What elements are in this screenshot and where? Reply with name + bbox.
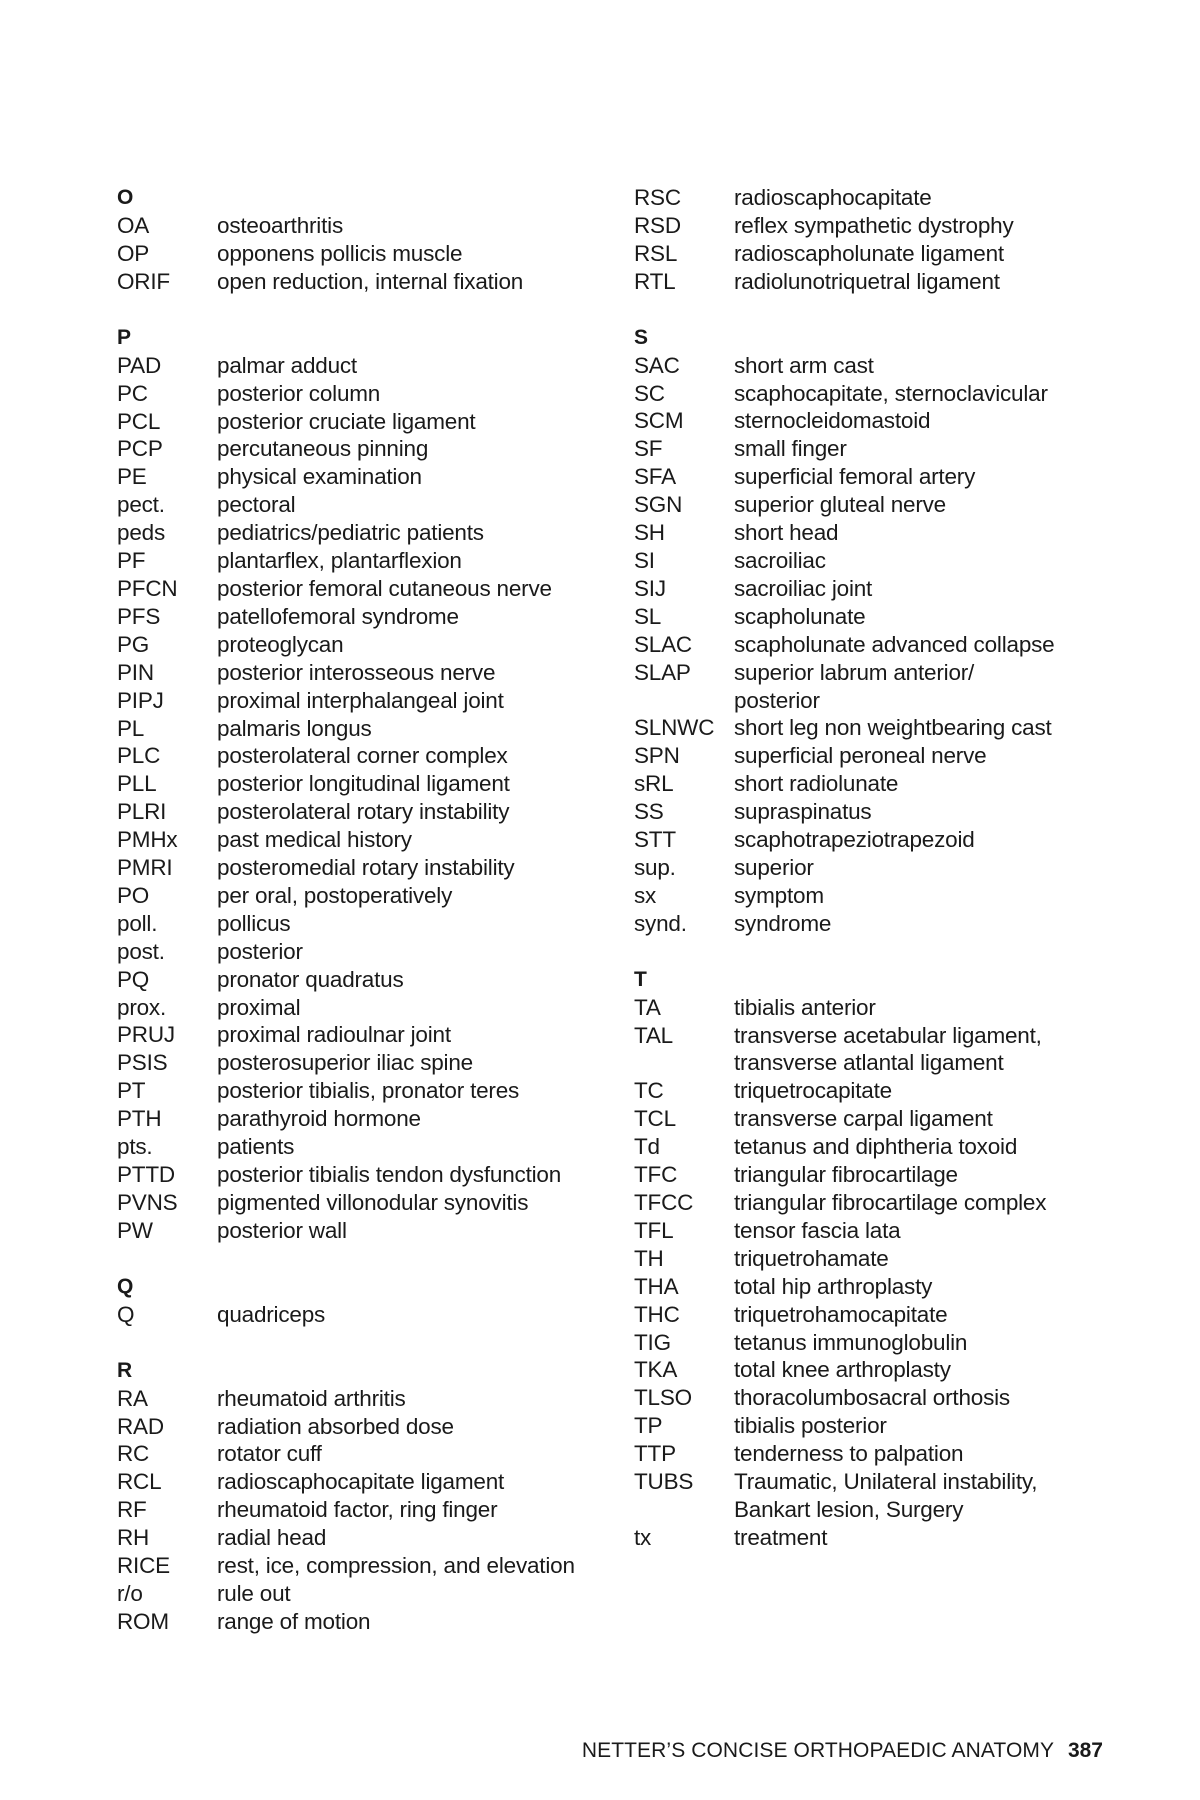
glossary-entry <box>634 1245 1154 1273</box>
abbreviation: PAD <box>117 352 161 378</box>
abbreviation: PQ <box>117 966 150 992</box>
glossary-entry <box>117 1552 597 1580</box>
abbreviation: PT <box>117 1078 146 1104</box>
definition: physical examination <box>217 464 422 490</box>
abbreviation: PC <box>117 380 148 406</box>
glossary-entry <box>634 742 1154 770</box>
definition: patellofemoral syndrome <box>217 603 459 629</box>
glossary-entry <box>117 742 597 770</box>
glossary-entry <box>634 910 1154 938</box>
section-letter: P <box>117 325 132 349</box>
definition: pectoral <box>217 492 296 518</box>
definition: pollicus <box>217 910 291 936</box>
definition: palmaris longus <box>217 715 372 741</box>
abbreviation: RTL <box>634 268 676 294</box>
definition: posterior wall <box>217 1217 347 1243</box>
definition: posterior cruciate ligament <box>217 408 476 434</box>
abbreviation: tx <box>634 1524 652 1550</box>
abbreviation: RAD <box>117 1413 164 1439</box>
definition: superior gluteal nerve <box>734 492 946 518</box>
abbreviation: SLNWC <box>634 715 715 741</box>
glossary-entry <box>634 491 1154 519</box>
glossary-entry <box>634 1329 1154 1357</box>
glossary-entry <box>634 854 1154 882</box>
definition: triangular fibrocartilage <box>734 1162 958 1188</box>
definition: rest, ice, compression, and elevation <box>217 1553 575 1579</box>
abbreviation: r/o <box>117 1580 143 1606</box>
definition: posterior tibialis tendon dysfunction <box>217 1162 562 1187</box>
definition: proteoglycan <box>217 631 344 657</box>
definition: proximal radioulnar joint <box>217 1022 451 1048</box>
definition: radial head <box>217 1525 327 1551</box>
glossary-entry <box>117 435 597 463</box>
definition: posterior interosseous nerve <box>217 659 496 685</box>
abbreviation: PSIS <box>117 1050 168 1076</box>
abbreviation: RSC <box>634 185 681 210</box>
glossary-section <box>117 1273 597 1329</box>
glossary-entry <box>634 1077 1154 1105</box>
glossary-section <box>117 324 597 1245</box>
definition: reflex sympathetic dystrophy <box>734 212 1014 238</box>
abbreviation: PLRI <box>117 799 167 825</box>
abbreviation: PTH <box>117 1106 162 1132</box>
definition: treatment <box>734 1524 828 1550</box>
glossary-entry <box>117 380 597 408</box>
glossary-entry <box>634 184 1154 212</box>
abbreviation: TFCC <box>634 1190 694 1215</box>
abbreviation: SS <box>634 799 664 825</box>
glossary-entry <box>117 240 597 268</box>
glossary-entry <box>634 212 1154 240</box>
definition: quadriceps <box>217 1301 326 1327</box>
definition: short radiolunate <box>734 771 899 797</box>
definition: triquetrocapitate <box>734 1078 892 1104</box>
abbreviation: TC <box>634 1078 664 1104</box>
abbreviation: PW <box>117 1217 153 1243</box>
definition: tenderness to palpation <box>734 1441 964 1467</box>
abbreviation: PMRI <box>117 855 173 881</box>
glossary-entry <box>634 268 1154 296</box>
definition: superior labrum anterior/ posterior <box>734 659 975 713</box>
definition: short head <box>734 520 839 546</box>
abbreviation: PMHx <box>117 827 178 853</box>
abbreviation: pts. <box>117 1134 153 1160</box>
abbreviation: RH <box>117 1525 150 1551</box>
abbreviation: SPN <box>634 743 680 769</box>
right-column <box>634 184 1154 1552</box>
definition: Traumatic, Unilateral instability, Bankart lesion, Surgery <box>734 1469 1038 1522</box>
abbreviation: TLSO <box>634 1385 692 1411</box>
definition: radioscaphocapitate ligament <box>217 1469 505 1495</box>
definition: total knee arthroplasty <box>734 1357 951 1383</box>
definition: range of motion <box>217 1608 371 1634</box>
glossary-entry <box>634 435 1154 463</box>
glossary-entry <box>117 547 597 575</box>
glossary-entry <box>117 631 597 659</box>
glossary-entry <box>117 826 597 854</box>
abbreviation: sRL <box>634 771 674 797</box>
abbreviation: OA <box>117 213 150 238</box>
left-column <box>117 184 597 1636</box>
definition: radioscapholunate ligament <box>734 240 1004 266</box>
abbreviation: PIPJ <box>117 687 164 713</box>
glossary-entry <box>117 408 597 436</box>
section-letter: R <box>117 1358 133 1382</box>
abbreviation: TP <box>634 1413 663 1439</box>
abbreviation: PF <box>117 548 146 574</box>
section-letter: O <box>117 186 134 209</box>
definition: superior <box>734 854 814 880</box>
abbreviation: RSD <box>634 212 681 238</box>
definition: opponens pollicis muscle <box>217 240 463 266</box>
abbreviation: TTP <box>634 1441 676 1467</box>
glossary-entry <box>117 882 597 910</box>
glossary-entry <box>634 1189 1154 1217</box>
abbreviation: TCL <box>634 1106 676 1132</box>
page-number: 387 <box>1067 1739 1103 1762</box>
abbreviation: ORIF <box>117 268 170 294</box>
glossary-section <box>634 184 1154 296</box>
glossary-section <box>634 966 1154 1552</box>
abbreviation: RICE <box>117 1553 170 1579</box>
abbreviation: TFC <box>634 1162 678 1188</box>
abbreviation: SCM <box>634 408 684 434</box>
glossary-entry <box>634 798 1154 826</box>
glossary-entry <box>634 1412 1154 1440</box>
abbreviation: TH <box>634 1245 664 1271</box>
abbreviation: PVNS <box>117 1189 178 1215</box>
glossary-section <box>117 1357 597 1636</box>
glossary-entry <box>634 1105 1154 1133</box>
glossary-entry <box>117 463 597 491</box>
glossary-entry <box>634 1468 1154 1524</box>
abbreviation: PL <box>117 715 145 741</box>
glossary-section <box>117 184 597 296</box>
definition: rheumatoid factor, ring finger <box>217 1497 498 1523</box>
definition: tetanus and diphtheria toxoid <box>734 1134 1018 1160</box>
glossary-entry <box>634 1133 1154 1161</box>
definition: posterior <box>217 938 303 964</box>
abbreviation: SLAP <box>634 659 691 685</box>
abbreviation: poll. <box>117 910 158 936</box>
definition: osteoarthritis <box>217 213 344 238</box>
abbreviation: PLL <box>117 771 157 797</box>
glossary-entry <box>117 575 597 603</box>
definition: radioscaphocapitate <box>734 185 932 210</box>
glossary-entry <box>634 1161 1154 1189</box>
glossary-entry <box>634 547 1154 575</box>
abbreviation: PTTD <box>117 1162 175 1187</box>
definition: superficial peroneal nerve <box>734 743 987 769</box>
glossary-entry <box>117 910 597 938</box>
glossary-entry <box>117 491 597 519</box>
definition: triquetrohamate <box>734 1245 889 1271</box>
abbreviation: TAL <box>634 1022 673 1048</box>
glossary-entry <box>117 1189 597 1217</box>
definition: supraspinatus <box>734 799 872 825</box>
definition: proximal <box>217 994 301 1020</box>
glossary-entry <box>117 1105 597 1133</box>
section-letter: T <box>634 967 647 991</box>
definition: superficial femoral artery <box>734 464 976 490</box>
definition: transverse carpal ligament <box>734 1106 993 1132</box>
abbreviation: post. <box>117 938 165 964</box>
definition: pigmented villonodular synovitis <box>217 1189 529 1215</box>
glossary-entry <box>117 1496 597 1524</box>
definition: rule out <box>217 1580 291 1606</box>
definition: radiation absorbed dose <box>217 1413 454 1439</box>
abbreviation: PIN <box>117 659 154 685</box>
glossary-entry <box>634 603 1154 631</box>
abbreviation: TA <box>634 994 661 1020</box>
definition: short leg non weightbearing cast <box>734 715 1052 741</box>
definition: rotator cuff <box>217 1441 322 1467</box>
glossary-entry <box>117 994 597 1022</box>
definition: scapholunate advanced collapse <box>734 631 1055 657</box>
glossary-entry <box>117 1524 597 1552</box>
abbreviation: STT <box>634 827 676 853</box>
definition: triquetrohamocapitate <box>734 1301 948 1327</box>
glossary-entry <box>634 240 1154 268</box>
abbreviation: ROM <box>117 1608 169 1634</box>
definition: short arm cast <box>734 352 874 378</box>
definition: sacroiliac <box>734 547 826 573</box>
definition: total hip arthroplasty <box>734 1273 933 1299</box>
definition: posterior column <box>217 380 381 406</box>
abbreviation: PO <box>117 882 150 908</box>
abbreviation: Q <box>117 1301 135 1327</box>
definition: posterosuperior iliac spine <box>217 1050 473 1076</box>
abbreviation: prox. <box>117 994 167 1020</box>
definition: palmar adduct <box>217 352 357 378</box>
glossary-entry <box>117 1413 597 1441</box>
glossary-entry <box>117 715 597 743</box>
glossary-entry <box>117 1440 597 1468</box>
abbreviation: RC <box>117 1441 150 1467</box>
abbreviation: SF <box>634 436 663 462</box>
definition: plantarflex, plantarflexion <box>217 548 462 574</box>
glossary-entry <box>634 1022 1154 1078</box>
glossary-entry <box>117 212 597 240</box>
glossary-entry <box>634 380 1154 408</box>
glossary-entry <box>117 938 597 966</box>
glossary-entry <box>634 1301 1154 1329</box>
glossary-entry <box>634 1356 1154 1384</box>
glossary-entry <box>634 1273 1154 1301</box>
definition: triangular fibrocartilage complex <box>734 1190 1047 1215</box>
glossary-entry <box>634 714 1154 742</box>
abbreviation: RCL <box>117 1469 162 1495</box>
definition: posterolateral rotary instability <box>217 799 510 825</box>
definition: posterior tibialis, pronator teres <box>217 1078 520 1104</box>
definition: pediatrics/pediatric patients <box>217 520 484 546</box>
glossary-entry <box>117 1580 597 1608</box>
glossary-entry <box>117 1021 597 1049</box>
abbreviation: SFA <box>634 464 676 490</box>
abbreviation: RSL <box>634 240 678 266</box>
glossary-entry <box>117 1049 597 1077</box>
definition: posterior longitudinal ligament <box>217 771 510 797</box>
definition: sacroiliac joint <box>734 575 873 601</box>
abbreviation: PCL <box>117 408 161 434</box>
abbreviation: RF <box>117 1497 147 1523</box>
glossary-entry <box>117 770 597 798</box>
glossary-entry <box>117 659 597 687</box>
abbreviation: TFL <box>634 1217 674 1243</box>
abbreviation: PFCN <box>117 575 178 601</box>
running-footer <box>582 1738 1103 1764</box>
abbreviation: SAC <box>634 352 680 378</box>
abbreviation: SIJ <box>634 575 666 601</box>
definition: tensor fascia lata <box>734 1217 901 1243</box>
abbreviation: sup. <box>634 854 676 880</box>
glossary-entry <box>117 1301 597 1329</box>
glossary-entry <box>117 1217 597 1245</box>
abbreviation: PE <box>117 464 147 490</box>
definition: tibialis anterior <box>734 994 876 1020</box>
definition: pronator quadratus <box>217 966 404 992</box>
abbreviation: SGN <box>634 492 683 518</box>
glossary-entry <box>117 798 597 826</box>
glossary-entry <box>634 575 1154 603</box>
glossary-entry <box>117 1077 597 1105</box>
definition: percutaneous pinning <box>217 436 429 462</box>
glossary-entry <box>634 352 1154 380</box>
glossary-entry <box>117 687 597 715</box>
definition: radiolunotriquetral ligament <box>734 268 1000 294</box>
abbreviation: PCP <box>117 436 163 462</box>
glossary-entry <box>634 463 1154 491</box>
glossary-entry <box>117 519 597 547</box>
definition: posterior femoral cutaneous nerve <box>217 575 552 601</box>
abbreviation: PG <box>117 631 150 657</box>
glossary-entry <box>634 1217 1154 1245</box>
glossary-entry <box>117 603 597 631</box>
section-letter: Q <box>117 1274 134 1298</box>
glossary-entry <box>117 352 597 380</box>
glossary-entry <box>634 407 1154 435</box>
definition: thoracolumbosacral orthosis <box>734 1385 1010 1411</box>
definition: scapholunate <box>734 603 866 629</box>
abbreviation: RA <box>117 1385 148 1411</box>
glossary-entry <box>117 1133 597 1161</box>
definition: tibialis posterior <box>734 1413 887 1439</box>
definition: tetanus immunoglobulin <box>734 1329 968 1355</box>
glossary-entry <box>634 659 1154 715</box>
glossary-entry <box>634 826 1154 854</box>
glossary-entry <box>634 631 1154 659</box>
definition: posteromedial rotary instability <box>217 855 515 881</box>
glossary-entry <box>117 966 597 994</box>
definition: syndrome <box>734 910 832 936</box>
definition: sternocleidomastoid <box>734 408 931 434</box>
glossary-section <box>634 324 1154 938</box>
abbreviation: SC <box>634 380 665 406</box>
abbreviation: PLC <box>117 743 161 769</box>
abbreviation: SI <box>634 547 655 573</box>
book-title: NETTER’S CONCISE ORTHOPAEDIC ANATOMY <box>581 1739 1055 1762</box>
glossary-entry <box>634 994 1154 1022</box>
glossary-entry <box>117 1608 597 1636</box>
definition: rheumatoid arthritis <box>217 1385 406 1411</box>
abbreviation: Td <box>634 1134 660 1160</box>
abbreviation: SH <box>634 520 665 546</box>
definition: parathyroid hormone <box>217 1106 421 1132</box>
glossary-entry <box>634 1524 1154 1552</box>
definition: per oral, postoperatively <box>217 882 453 908</box>
abbreviation: SL <box>634 603 662 629</box>
abbreviation: SLAC <box>634 631 692 657</box>
abbreviation: TUBS <box>634 1469 694 1495</box>
definition: past medical history <box>217 827 412 853</box>
definition: scaphotrapeziotrapezoid <box>734 827 975 853</box>
glossary-entry <box>634 882 1154 910</box>
abbreviation: THC <box>634 1301 680 1327</box>
glossary-entry <box>117 1468 597 1496</box>
abbreviation: peds <box>117 520 165 546</box>
section-letter: S <box>634 325 649 349</box>
abbreviation: TIG <box>634 1329 671 1355</box>
abbreviation: PRUJ <box>117 1022 175 1048</box>
glossary-entry <box>634 519 1154 547</box>
glossary-entry <box>117 854 597 882</box>
glossary-entry <box>117 268 597 296</box>
definition: scaphocapitate, sternoclavicular <box>734 380 1048 406</box>
definition: patients <box>217 1134 295 1160</box>
glossary-entry <box>117 1161 597 1189</box>
abbreviation: TKA <box>634 1357 678 1383</box>
glossary-entry <box>117 1385 597 1413</box>
abbreviation: PFS <box>117 603 161 629</box>
abbreviation: synd. <box>634 910 687 936</box>
glossary-entry <box>634 1384 1154 1412</box>
definition: posterolateral corner complex <box>217 743 508 769</box>
abbreviation: THA <box>634 1273 679 1299</box>
definition: proximal interphalangeal joint <box>217 687 504 713</box>
definition: symptom <box>734 882 824 908</box>
definition: open reduction, internal fixation <box>217 268 524 294</box>
abbreviation: OP <box>117 240 150 266</box>
definition: transverse acetabular ligament, transverse atlantal ligament <box>734 1022 1042 1076</box>
glossary-entry <box>634 770 1154 798</box>
abbreviation: pect. <box>117 492 165 518</box>
abbreviation: sx <box>634 882 657 908</box>
glossary-entry <box>634 1440 1154 1468</box>
definition: small finger <box>734 436 847 462</box>
